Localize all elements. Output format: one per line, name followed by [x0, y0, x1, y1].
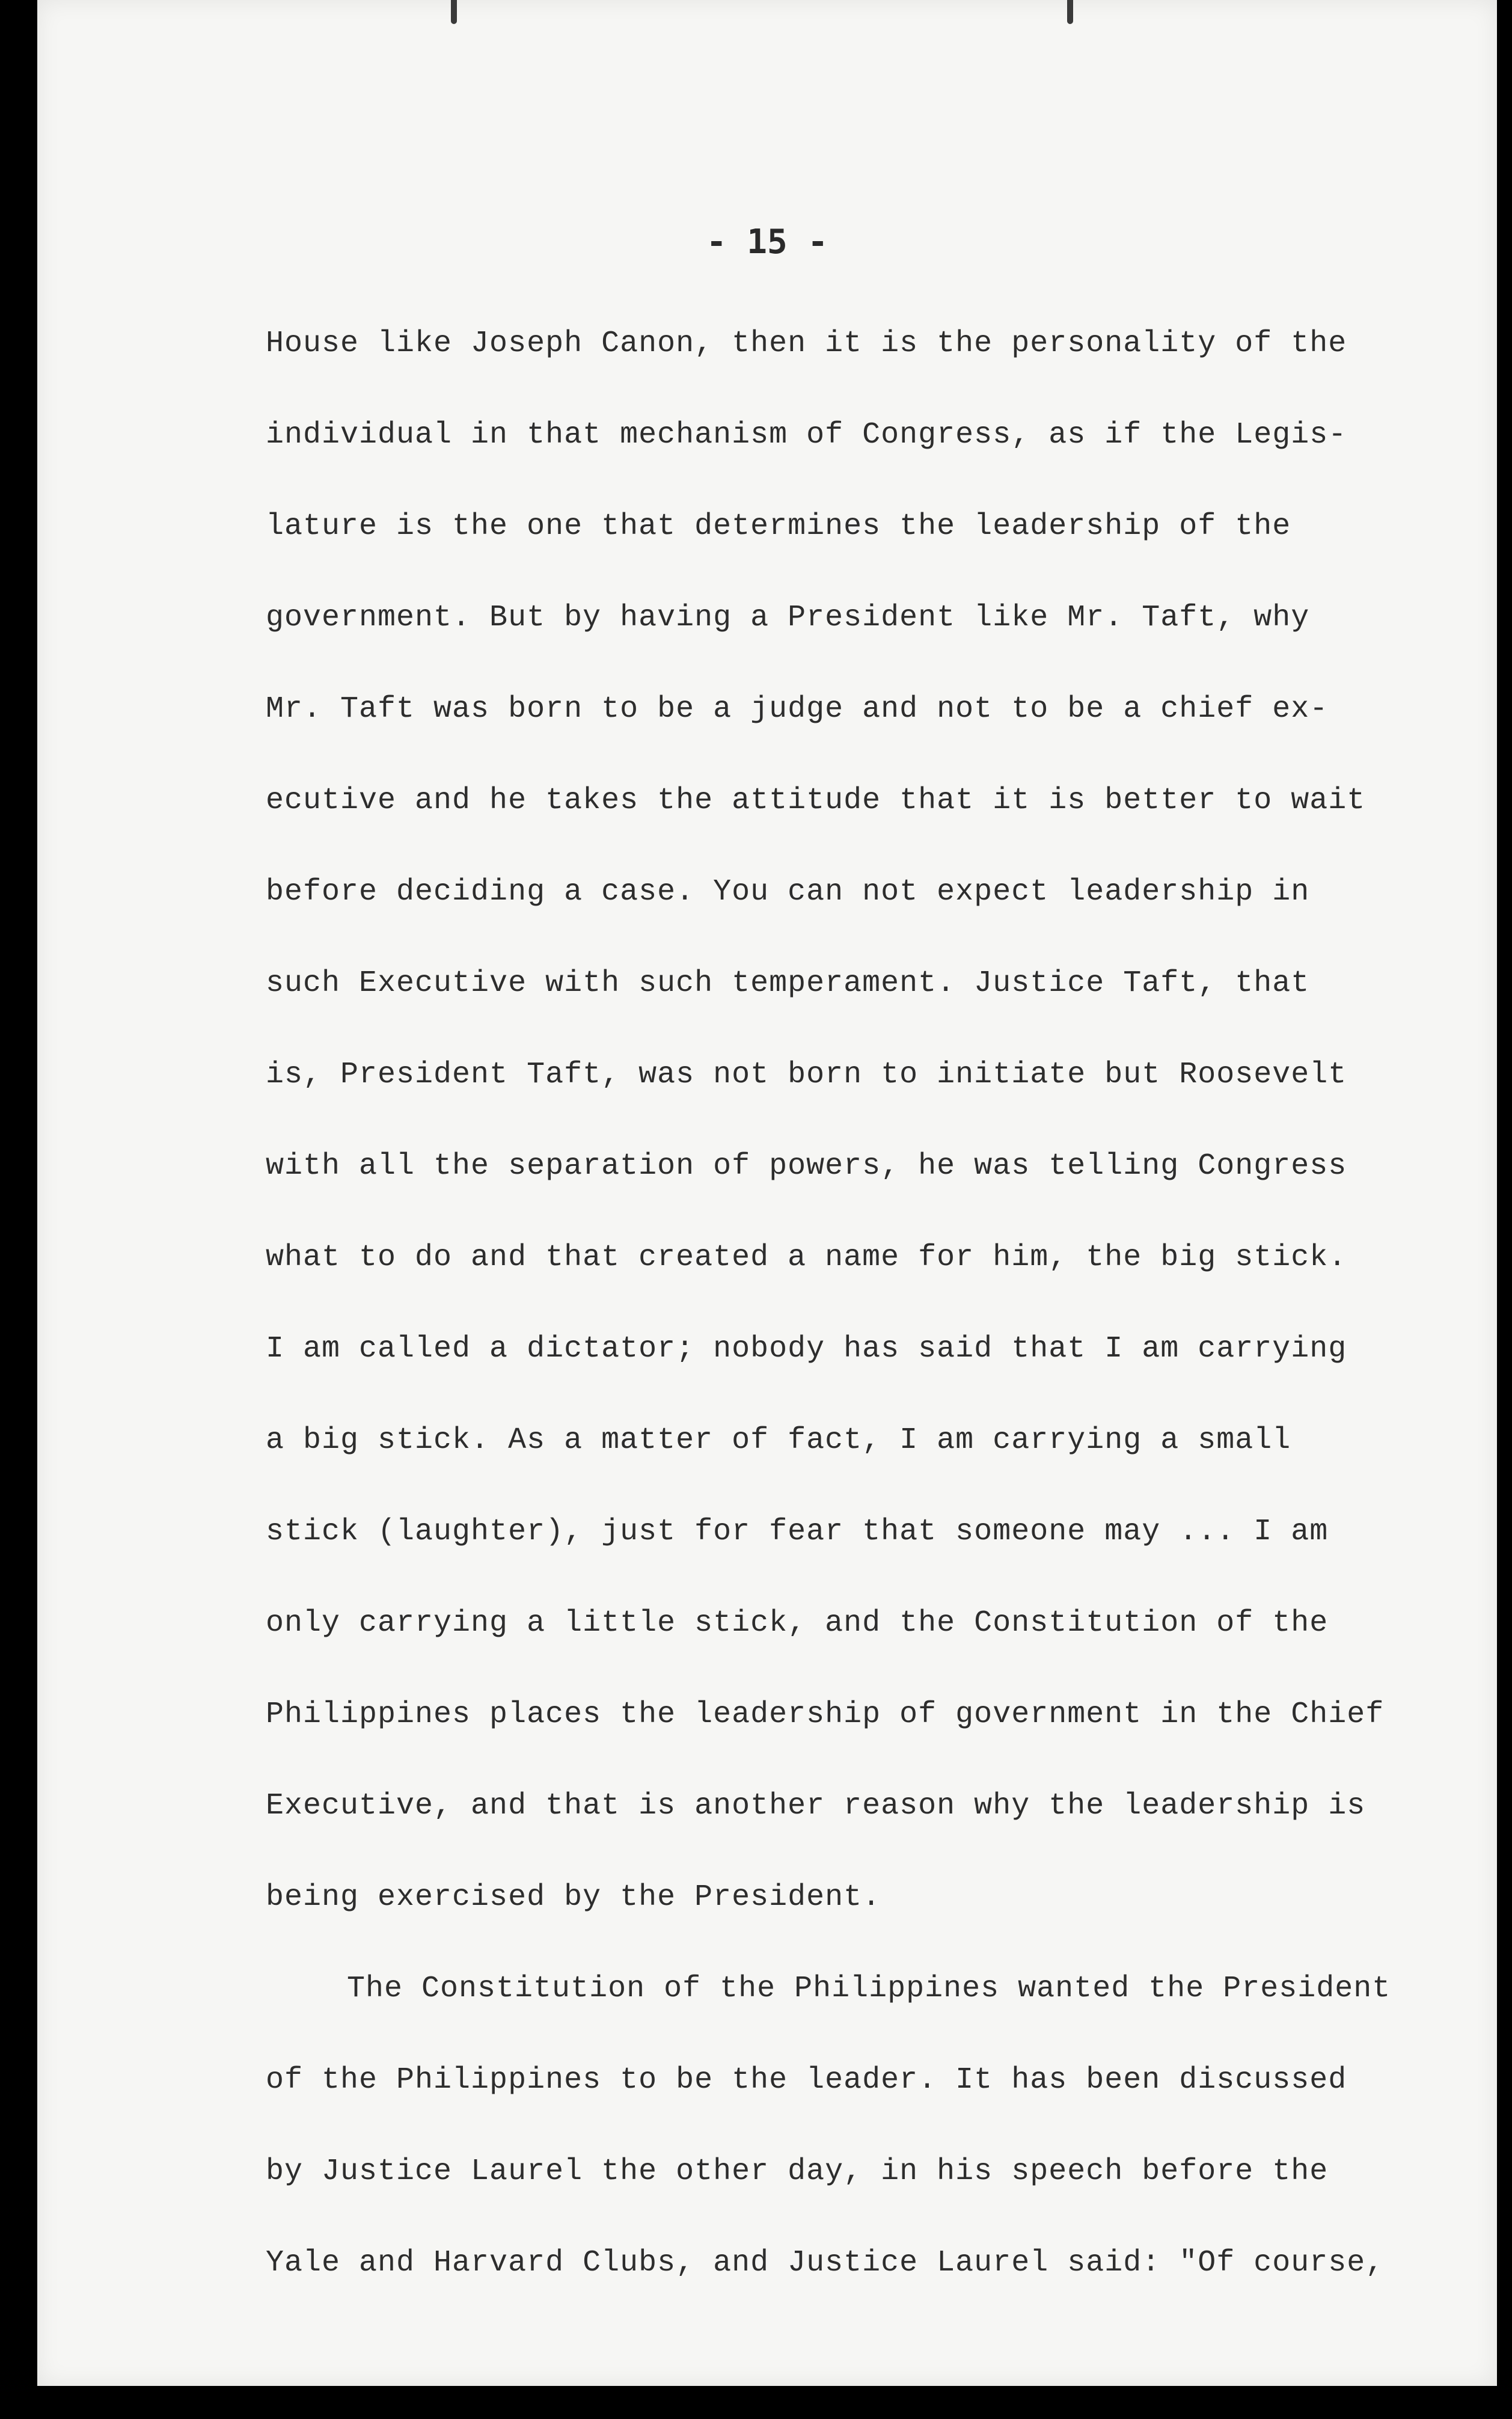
text-line: a big stick. As a matter of fact, I am carrying a small: [266, 1423, 1291, 1458]
text-line: is, President Taft, was not born to initiate but Roosevelt: [266, 1058, 1347, 1092]
body-text: [266, 313, 1396, 2323]
text-line: by Justice Laurel the other day, in his speech before the: [266, 2154, 1329, 2189]
document-page: [37, 0, 1497, 2386]
text-line: ecutive and he takes the attitude that it is better to wait: [266, 783, 1366, 818]
text-line: of the Philippines to be the leader. It has been discussed: [266, 2063, 1347, 2097]
text-line: lature is the one that determines the leadership of the: [266, 509, 1291, 544]
page-number: - 15 -: [706, 222, 828, 262]
text-line: government. But by having a President like Mr. Taft, why: [266, 601, 1310, 635]
text-line: individual in that mechanism of Congress, as if the Legis-: [266, 418, 1347, 452]
text-line: being exercised by the President.: [266, 1880, 881, 1915]
top-edge-mark: [451, 0, 457, 24]
text-line: Philippines places the leadership of government in the Chief: [266, 1697, 1385, 1732]
text-line: House like Joseph Canon, then it is the personality of the: [266, 327, 1347, 361]
text-line: what to do and that created a name for him, the big stick.: [266, 1240, 1347, 1275]
text-line: stick (laughter), just for fear that someone may ... I am: [266, 1515, 1329, 1549]
paragraph-start-line: The Constitution of the Philippines wanted the President: [347, 1972, 1391, 2006]
top-edge-mark: [1067, 0, 1073, 24]
text-line: Executive, and that is another reason why the leadership is: [266, 1789, 1366, 1823]
text-line: with all the separation of powers, he was telling Congress: [266, 1149, 1347, 1183]
text-line: Yale and Harvard Clubs, and Justice Laurel said: "Of course,: [266, 2246, 1385, 2280]
text-line: such Executive with such temperament. Justice Taft, that: [266, 966, 1310, 1001]
text-line: only carrying a little stick, and the Constitution of the: [266, 1606, 1329, 1640]
text-line: Mr. Taft was born to be a judge and not to be a chief ex-: [266, 692, 1329, 726]
text-line: before deciding a case. You can not expect leadership in: [266, 875, 1310, 909]
text-line: I am called a dictator; nobody has said that I am carrying: [266, 1332, 1347, 1366]
